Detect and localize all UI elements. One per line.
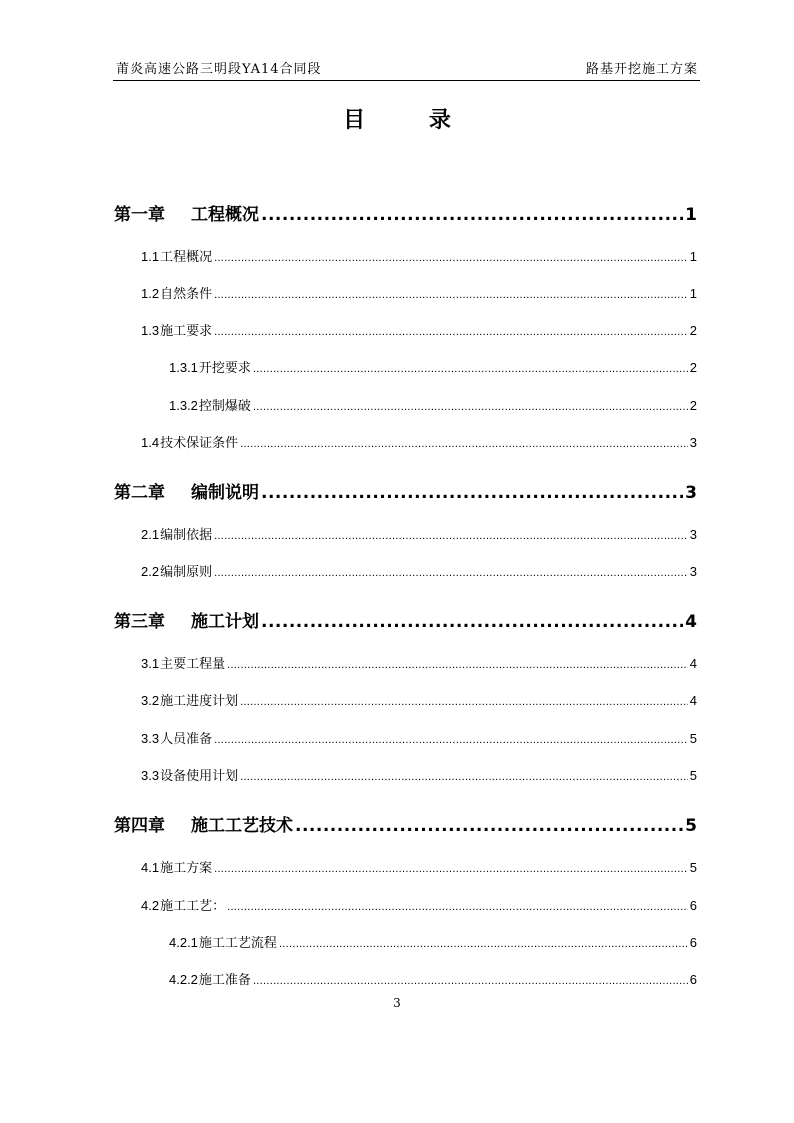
toc-entry-page: 4 xyxy=(685,612,697,632)
toc-entry[interactable] xyxy=(141,283,697,302)
toc-entry-page: 3 xyxy=(689,564,697,579)
toc-entry[interactable] xyxy=(114,200,697,225)
toc-entry[interactable] xyxy=(141,765,697,784)
toc-entry-label: 施工进度计划 xyxy=(160,693,239,708)
toc-entry[interactable] xyxy=(169,969,697,988)
toc-entry-label: 工程概况 xyxy=(191,205,259,225)
toc-leader-dots xyxy=(214,289,688,301)
toc-leader-dots xyxy=(253,975,688,987)
toc-entry[interactable] xyxy=(114,478,697,503)
toc-entry-page: 6 xyxy=(689,935,697,950)
toc-leader-dots xyxy=(261,205,683,225)
toc-entry[interactable] xyxy=(114,607,697,632)
toc-leader-dots xyxy=(227,901,688,913)
toc-entry-label: 施工准备 xyxy=(198,972,251,987)
toc-entry[interactable] xyxy=(141,524,697,543)
toc-entry-number: 2.1 xyxy=(141,527,160,542)
toc-entry-page: 2 xyxy=(689,360,697,375)
toc-entry[interactable] xyxy=(141,728,697,747)
toc-entry-number: 1.3.2 xyxy=(169,398,198,413)
toc-leader-dots xyxy=(214,530,688,542)
toc-entry[interactable] xyxy=(169,932,697,951)
toc-entry[interactable] xyxy=(169,395,697,414)
toc-entry-label: 工程概况 xyxy=(160,249,213,264)
toc-leader-dots xyxy=(295,816,683,836)
toc-leader-dots xyxy=(279,938,688,950)
header-document-name: 路基开挖施工方案 xyxy=(585,62,698,77)
toc-entry-label: 施工工艺流程 xyxy=(198,935,277,950)
toc-entry-number: 1.1 xyxy=(141,249,160,264)
toc-entry-page: 1 xyxy=(689,286,697,301)
toc-leader-dots xyxy=(240,696,688,708)
toc-leader-dots xyxy=(240,438,688,450)
toc-leader-dots xyxy=(214,567,688,579)
toc-entry-label: 编制依据 xyxy=(160,527,213,542)
toc-entry-number: 4.2 xyxy=(141,898,160,913)
toc-entry-page: 5 xyxy=(689,768,697,783)
toc-entry-number: 1.3.1 xyxy=(169,360,198,375)
page-title-text: 目 录 xyxy=(343,107,479,133)
toc-entry-page: 6 xyxy=(689,972,697,987)
toc-entry-label: 技术保证条件 xyxy=(160,435,239,450)
toc-leader-dots xyxy=(214,863,688,875)
toc-leader-dots xyxy=(261,612,683,632)
toc-leader-dots xyxy=(214,326,688,338)
toc-entry[interactable] xyxy=(141,320,697,339)
toc-entry[interactable] xyxy=(141,690,697,709)
toc-entry-page: 1 xyxy=(685,205,697,225)
toc-entry-label: 施工工艺技术 xyxy=(191,816,293,836)
toc-entry-number: 4.1 xyxy=(141,860,160,875)
toc-entry[interactable] xyxy=(141,561,697,580)
toc-entry[interactable] xyxy=(141,653,697,672)
toc-entry-number: 3.3 xyxy=(141,768,160,783)
toc-leader-dots xyxy=(214,252,688,264)
toc-entry-page: 4 xyxy=(689,656,697,671)
toc-entry-number: 3.2 xyxy=(141,693,160,708)
toc-entry-label: 设备使用计划 xyxy=(160,768,239,783)
toc-entry-label: 主要工程量 xyxy=(160,656,226,671)
toc-entry-page: 4 xyxy=(689,693,697,708)
toc-leader-dots xyxy=(227,659,688,671)
toc-entry-page: 5 xyxy=(689,860,697,875)
toc-entry-number: 1.4 xyxy=(141,435,160,450)
toc-entry-number: 4.2.1 xyxy=(169,935,198,950)
toc-entry[interactable] xyxy=(141,246,697,265)
toc-entry[interactable] xyxy=(141,432,697,451)
toc-entry-label: 施工要求 xyxy=(160,323,213,338)
toc-entry-page: 3 xyxy=(685,483,697,503)
toc-entry-page: 5 xyxy=(685,816,697,836)
toc-entry-number: 第二章 xyxy=(114,483,165,503)
toc-entry-page: 5 xyxy=(689,731,697,746)
toc-entry-label: 施工工艺： xyxy=(160,898,226,913)
toc-entry-number: 2.2 xyxy=(141,564,160,579)
toc-entry[interactable] xyxy=(141,895,697,914)
toc-leader-dots xyxy=(253,363,688,375)
toc-entry-label: 施工计划 xyxy=(191,612,259,632)
toc-entry-page: 6 xyxy=(689,898,697,913)
toc-leader-dots xyxy=(253,401,688,413)
toc-entry-label: 开挖要求 xyxy=(198,360,251,375)
toc-entry-number: 第三章 xyxy=(114,612,165,632)
toc-entry-label: 编制说明 xyxy=(191,483,259,503)
toc-leader-dots xyxy=(261,483,683,503)
toc-entry-number: 3.1 xyxy=(141,656,160,671)
page-title xyxy=(0,103,794,134)
toc-entry-page: 2 xyxy=(689,323,697,338)
toc-entry-number: 1.2 xyxy=(141,286,160,301)
toc-entry-page: 1 xyxy=(689,249,697,264)
toc-entry[interactable] xyxy=(141,857,697,876)
toc-entry-number: 第一章 xyxy=(114,205,165,225)
toc-entry-page: 3 xyxy=(689,435,697,450)
header-project-name: 莆炎高速公路三明段YA14合同段 xyxy=(116,62,322,77)
toc-entry-label: 编制原则 xyxy=(160,564,213,579)
toc-entry-label: 自然条件 xyxy=(160,286,213,301)
page-number: 3 xyxy=(393,996,401,1010)
toc-entry[interactable] xyxy=(114,811,697,836)
toc-leader-dots xyxy=(214,734,688,746)
toc-entry-page: 2 xyxy=(689,398,697,413)
toc-entry-label: 人员准备 xyxy=(160,731,213,746)
toc-entry-page: 3 xyxy=(689,527,697,542)
toc-entry-label: 控制爆破 xyxy=(198,398,251,413)
toc-leader-dots xyxy=(240,771,688,783)
toc-entry-number: 3.3 xyxy=(141,731,160,746)
toc-entry-label: 施工方案 xyxy=(160,860,213,875)
header-rule xyxy=(113,80,700,81)
toc-entry[interactable] xyxy=(169,357,697,376)
toc-entry-number: 4.2.2 xyxy=(169,972,198,987)
toc-entry-number: 第四章 xyxy=(114,816,165,836)
toc-entry-number: 1.3 xyxy=(141,323,160,338)
